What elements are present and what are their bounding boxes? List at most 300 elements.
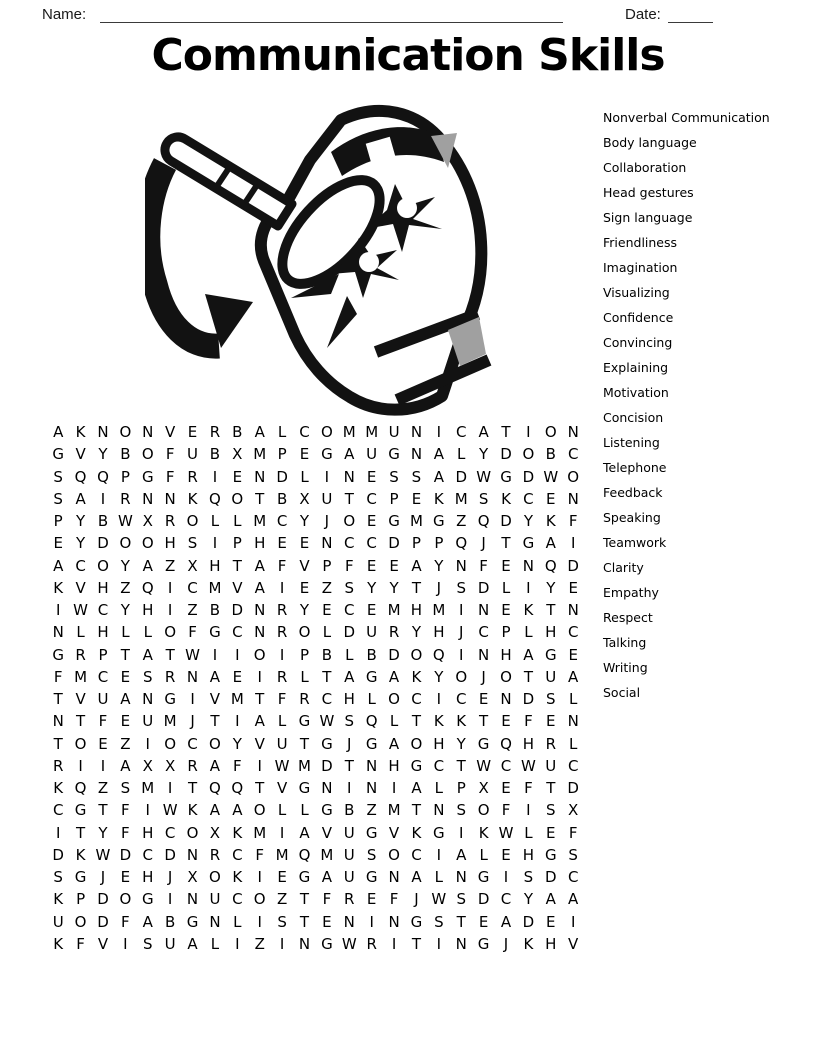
grid-letter: I: [257, 667, 262, 686]
grid-letter: A: [254, 578, 265, 597]
grid-letter: A: [209, 756, 221, 775]
word-search-grid: [47, 421, 584, 955]
grid-letter: A: [433, 467, 444, 486]
grid-letter: L: [524, 623, 533, 642]
grid-letter: F: [76, 934, 85, 953]
grid-letter: L: [569, 690, 578, 709]
grid-letter: D: [477, 890, 490, 909]
grid-letter: A: [545, 890, 556, 909]
grid-letter: H: [142, 868, 154, 887]
grid-letter: O: [253, 801, 266, 820]
grid-letter: P: [322, 556, 332, 575]
grid-letter: H: [388, 756, 400, 775]
grid-letter: W: [73, 601, 88, 620]
grid-letter: T: [501, 423, 511, 442]
grid-letter: E: [366, 601, 377, 620]
grid-letter: U: [366, 623, 378, 642]
grid-letter: Y: [299, 512, 310, 531]
grid-letter: C: [232, 845, 243, 864]
grid-letter: G: [141, 890, 154, 909]
grid-letter: O: [320, 423, 333, 442]
grid-letter: L: [277, 423, 287, 442]
grid-letter: J: [347, 734, 352, 753]
grid-letter: Y: [76, 534, 86, 553]
grid-letter: N: [366, 779, 378, 798]
grid-letter: C: [187, 734, 198, 753]
grid-letter: M: [320, 845, 334, 864]
grid-letter: X: [142, 512, 153, 531]
grid-letter: O: [119, 534, 132, 553]
grid-letter: L: [300, 667, 309, 686]
grid-letter: G: [477, 734, 490, 753]
grid-letter: I: [324, 467, 330, 486]
grid-letter: E: [568, 578, 578, 597]
grid-letter: D: [276, 467, 288, 486]
grid-letter: T: [255, 779, 265, 798]
grid-letter: H: [433, 734, 445, 753]
grid-letter: N: [321, 534, 333, 553]
grid-letter: G: [321, 734, 333, 753]
grid-letter: N: [142, 690, 154, 709]
grid-letter: F: [233, 756, 242, 775]
grid-letter: J: [459, 623, 464, 642]
grid-letter: A: [209, 667, 221, 686]
grid-letter: P: [501, 623, 511, 642]
grid-letter: I: [279, 823, 285, 842]
word-list-item: Explaining: [603, 360, 669, 375]
grid-letter: F: [501, 801, 511, 820]
grid-letter: E: [501, 845, 511, 864]
grid-letter: T: [76, 823, 86, 842]
grid-letter: I: [391, 779, 397, 798]
grid-letter: J: [414, 890, 419, 909]
grid-letter: C: [344, 534, 355, 553]
grid-letter: R: [164, 667, 176, 686]
grid-letter: N: [388, 912, 400, 931]
grid-letter: W: [117, 512, 133, 531]
grid-letter: Q: [74, 779, 87, 798]
grid-letter: T: [501, 534, 511, 553]
grid-letter: M: [253, 445, 267, 464]
grid-letter: O: [231, 489, 244, 508]
grid-letter: M: [230, 690, 244, 709]
grid-letter: A: [299, 823, 310, 842]
grid-letter: I: [436, 690, 442, 709]
grid-letter: R: [276, 601, 288, 620]
name-label: Name:: [42, 6, 87, 23]
grid-letter: C: [344, 601, 355, 620]
grid-letter: H: [343, 690, 355, 709]
grid-letter: K: [75, 845, 86, 864]
word-list-item: Clarity: [603, 560, 644, 575]
grid-letter: T: [165, 645, 175, 664]
grid-letter: T: [76, 712, 86, 731]
grid-letter: R: [75, 645, 86, 664]
grid-letter: U: [187, 445, 199, 464]
grid-letter: T: [210, 712, 220, 731]
grid-letter: G: [410, 912, 423, 931]
grid-letter: C: [75, 556, 86, 575]
grid-letter: W: [162, 801, 178, 820]
grid-letter: K: [411, 823, 422, 842]
grid-letter: G: [52, 645, 64, 664]
grid-letter: O: [410, 734, 423, 753]
grid-letter: O: [253, 890, 266, 909]
grid-letter: A: [411, 556, 422, 575]
word-list-item: Empathy: [603, 585, 659, 600]
grid-letter: A: [53, 556, 64, 575]
grid-letter: C: [97, 601, 109, 620]
grid-letter: S: [187, 534, 198, 553]
grid-letter: I: [459, 645, 464, 664]
grid-letter: V: [276, 779, 288, 798]
grid-letter: H: [142, 823, 154, 842]
grid-letter: F: [322, 890, 332, 909]
grid-letter: E: [366, 467, 377, 486]
grid-letter: L: [300, 801, 309, 820]
grid-letter: U: [343, 823, 355, 842]
grid-letter: T: [98, 801, 108, 820]
grid-letter: Q: [209, 779, 221, 798]
grid-letter: M: [342, 423, 356, 442]
grid-letter: N: [254, 623, 266, 642]
grid-letter: Q: [231, 779, 244, 798]
grid-letter: E: [411, 489, 422, 508]
grid-letter: G: [321, 445, 333, 464]
grid-letter: K: [187, 801, 198, 820]
grid-letter: N: [388, 868, 400, 887]
grid-letter: W: [476, 756, 492, 775]
grid-letter: B: [165, 912, 176, 931]
grid-letter: G: [186, 912, 199, 931]
grid-letter: Q: [298, 845, 311, 864]
grid-letter: O: [544, 423, 557, 442]
grid-letter: G: [321, 934, 333, 953]
grid-letter: K: [53, 934, 64, 953]
grid-letter: F: [344, 556, 354, 575]
grid-letter: E: [232, 467, 243, 486]
grid-letter: A: [523, 645, 534, 664]
grid-letter: O: [209, 868, 221, 887]
grid-letter: C: [433, 756, 445, 775]
grid-letter: Q: [500, 734, 512, 753]
grid-letter: Y: [434, 556, 444, 575]
grid-letter: G: [477, 868, 490, 887]
grid-letter: E: [568, 645, 578, 664]
grid-letter: H: [545, 623, 557, 642]
grid-letter: Q: [209, 489, 221, 508]
knuckle-dot-upper: [397, 198, 417, 218]
grid-letter: N: [567, 489, 579, 508]
knuckle-dot-lower: [359, 252, 379, 272]
grid-letter: T: [411, 801, 422, 820]
grid-letter: T: [232, 556, 242, 575]
grid-letter: N: [500, 690, 512, 709]
grid-letter: H: [209, 556, 221, 575]
grid-letter: T: [187, 779, 198, 798]
word-list-item: Respect: [603, 610, 653, 625]
grid-letter: A: [568, 667, 579, 686]
grid-letter: E: [546, 823, 556, 842]
grid-letter: A: [545, 534, 556, 553]
grid-letter: I: [391, 934, 397, 953]
grid-letter: O: [119, 890, 132, 909]
grid-letter: A: [478, 423, 489, 442]
grid-letter: O: [567, 467, 580, 486]
grid-letter: I: [369, 912, 374, 931]
grid-letter: S: [53, 467, 63, 486]
grid-letter: A: [568, 890, 579, 909]
grid-letter: U: [366, 445, 378, 464]
grid-letter: T: [411, 934, 422, 953]
grid-letter: C: [523, 489, 534, 508]
grid-letter: H: [522, 845, 535, 864]
grid-letter: G: [544, 645, 557, 664]
grid-letter: E: [277, 534, 287, 553]
grid-letter: E: [120, 712, 131, 731]
grid-letter: V: [209, 690, 221, 709]
grid-letter: O: [455, 667, 468, 686]
grid-letter: S: [344, 712, 355, 731]
grid-letter: S: [277, 912, 287, 931]
grid-letter: I: [123, 934, 128, 953]
grid-letter: K: [523, 601, 534, 620]
grid-letter: S: [366, 845, 377, 864]
grid-letter: H: [142, 601, 154, 620]
grid-letter: Z: [120, 578, 131, 597]
word-list-item: Listening: [603, 435, 660, 450]
grid-letter: Y: [120, 556, 130, 575]
grid-letter: T: [299, 912, 310, 931]
grid-letter: O: [477, 801, 490, 820]
grid-letter: T: [299, 890, 310, 909]
grid-letter: G: [365, 734, 378, 753]
grid-letter: O: [522, 445, 535, 464]
grid-letter: O: [141, 445, 154, 464]
grid-letter: B: [120, 445, 131, 464]
grid-letter: U: [97, 690, 109, 709]
grid-letter: R: [187, 467, 198, 486]
grid-letter: J: [324, 512, 330, 531]
grid-letter: W: [543, 467, 559, 486]
grid-letter: L: [389, 712, 399, 731]
grid-letter: G: [209, 623, 221, 642]
grid-letter: E: [53, 534, 63, 553]
grid-letter: K: [456, 712, 467, 731]
grid-letter: M: [387, 801, 401, 820]
grid-letter: F: [479, 556, 488, 575]
grid-letter: N: [455, 868, 467, 887]
grid-letter: O: [97, 556, 109, 575]
grid-letter: F: [389, 890, 399, 909]
grid-letter: I: [257, 912, 262, 931]
grid-letter: D: [388, 645, 400, 664]
grid-letter: S: [411, 467, 422, 486]
grid-letter: X: [142, 756, 153, 775]
grid-letter: T: [456, 912, 466, 931]
grid-letter: E: [322, 601, 332, 620]
grid-letter: C: [455, 423, 467, 442]
grid-letter: A: [411, 868, 422, 887]
grid-letter: A: [344, 445, 355, 464]
grid-letter: A: [120, 756, 131, 775]
grid-letter: N: [455, 556, 467, 575]
grid-letter: E: [366, 890, 377, 909]
grid-letter: H: [254, 534, 266, 553]
grid-letter: E: [501, 779, 511, 798]
grid-letter: K: [523, 934, 534, 953]
grid-letter: F: [568, 823, 578, 842]
grid-letter: D: [545, 868, 557, 887]
grid-letter: N: [52, 712, 64, 731]
grid-letter: S: [142, 667, 153, 686]
grid-letter: G: [522, 534, 535, 553]
grid-letter: P: [277, 445, 287, 464]
grid-letter: L: [434, 779, 444, 798]
grid-letter: F: [568, 512, 578, 531]
grid-letter: P: [53, 512, 63, 531]
grid-letter: G: [164, 690, 176, 709]
grid-letter: L: [76, 623, 85, 642]
grid-letter: W: [498, 823, 514, 842]
grid-letter: T: [255, 690, 265, 709]
grid-letter: T: [411, 578, 422, 597]
grid-letter: L: [233, 512, 242, 531]
grid-letter: V: [321, 823, 333, 842]
grid-letter: M: [275, 845, 289, 864]
grid-letter: C: [321, 690, 333, 709]
grid-letter: W: [95, 845, 111, 864]
grid-letter: A: [411, 779, 422, 798]
grid-letter: F: [524, 779, 533, 798]
word-list-item: Imagination: [603, 260, 678, 275]
grid-letter: G: [52, 445, 64, 464]
grid-letter: A: [254, 423, 265, 442]
grid-letter: R: [344, 890, 355, 909]
grid-letter: F: [277, 556, 287, 575]
grid-letter: G: [365, 667, 378, 686]
extended-pinky-finger: [165, 137, 292, 226]
grid-letter: E: [478, 690, 489, 709]
grid-letter: N: [478, 601, 490, 620]
grid-letter: C: [164, 823, 176, 842]
grid-letter: K: [433, 489, 444, 508]
grid-letter: M: [208, 578, 222, 597]
grid-letter: O: [74, 734, 87, 753]
grid-letter: D: [97, 912, 109, 931]
grid-letter: L: [300, 467, 309, 486]
grid-letter: W: [341, 934, 357, 953]
grid-letter: V: [165, 423, 176, 442]
grid-letter: J: [100, 868, 106, 887]
grid-letter: Z: [97, 779, 109, 798]
grid-letter: G: [141, 467, 154, 486]
grid-letter: N: [478, 645, 490, 664]
grid-letter: H: [522, 734, 535, 753]
grid-letter: R: [276, 623, 288, 642]
grid-letter: T: [523, 667, 533, 686]
grid-letter: Y: [98, 445, 108, 464]
grid-letter: I: [78, 756, 83, 775]
grid-letter: V: [254, 734, 265, 753]
grid-letter: B: [321, 645, 333, 664]
grid-letter: A: [388, 734, 400, 753]
header: [0, 2, 816, 28]
grid-letter: F: [53, 667, 63, 686]
grid-letter: D: [321, 756, 333, 775]
name-blank-line: [100, 4, 563, 23]
grid-letter: S: [53, 868, 63, 887]
grid-letter: L: [233, 912, 242, 931]
grid-letter: I: [526, 801, 531, 820]
grid-letter: S: [456, 578, 466, 597]
grid-letter: A: [433, 445, 444, 464]
grid-letter: B: [366, 645, 377, 664]
grid-letter: E: [299, 578, 310, 597]
grid-letter: T: [299, 734, 310, 753]
grid-letter: F: [98, 712, 108, 731]
grid-letter: R: [209, 845, 221, 864]
grid-letter: A: [142, 645, 153, 664]
grid-letter: G: [298, 779, 311, 798]
grid-letter: K: [53, 578, 64, 597]
grid-letter: Z: [120, 734, 131, 753]
grid-letter: F: [255, 845, 265, 864]
grid-letter: Q: [432, 645, 445, 664]
grid-letter: G: [433, 512, 445, 531]
grid-letter: W: [274, 756, 290, 775]
grid-letter: A: [388, 667, 400, 686]
grid-letter: B: [209, 601, 221, 620]
grid-letter: P: [299, 645, 310, 664]
grid-letter: D: [567, 556, 579, 575]
word-list-item: Telephone: [603, 460, 667, 475]
grid-letter: A: [254, 556, 265, 575]
grid-letter: E: [478, 912, 489, 931]
grid-letter: K: [501, 489, 511, 508]
grid-letter: G: [298, 868, 311, 887]
grid-letter: L: [434, 868, 444, 887]
grid-letter: Q: [544, 556, 557, 575]
word-list-item: Speaking: [603, 510, 661, 525]
grid-letter: M: [387, 601, 401, 620]
grid-letter: T: [53, 690, 63, 709]
grid-letter: O: [298, 623, 311, 642]
grid-letter: P: [76, 890, 86, 909]
grid-letter: A: [53, 423, 64, 442]
grid-letter: Y: [479, 445, 489, 464]
grid-letter: G: [74, 868, 87, 887]
grid-letter: O: [164, 623, 177, 642]
grid-letter: L: [210, 934, 220, 953]
grid-letter: M: [74, 667, 88, 686]
grid-letter: X: [299, 489, 310, 508]
grid-letter: S: [344, 578, 355, 597]
grid-letter: V: [75, 690, 86, 709]
grid-letter: U: [545, 667, 557, 686]
grid-letter: W: [520, 756, 536, 775]
grid-letter: U: [343, 845, 355, 864]
grid-letter: W: [319, 712, 335, 731]
grid-letter: Y: [299, 601, 310, 620]
grid-letter: T: [255, 489, 265, 508]
grid-letter: R: [388, 623, 400, 642]
grid-letter: M: [454, 489, 468, 508]
grid-letter: C: [366, 534, 377, 553]
grid-letter: U: [52, 912, 64, 931]
grid-letter: H: [97, 578, 109, 597]
grid-letter: B: [545, 445, 556, 464]
